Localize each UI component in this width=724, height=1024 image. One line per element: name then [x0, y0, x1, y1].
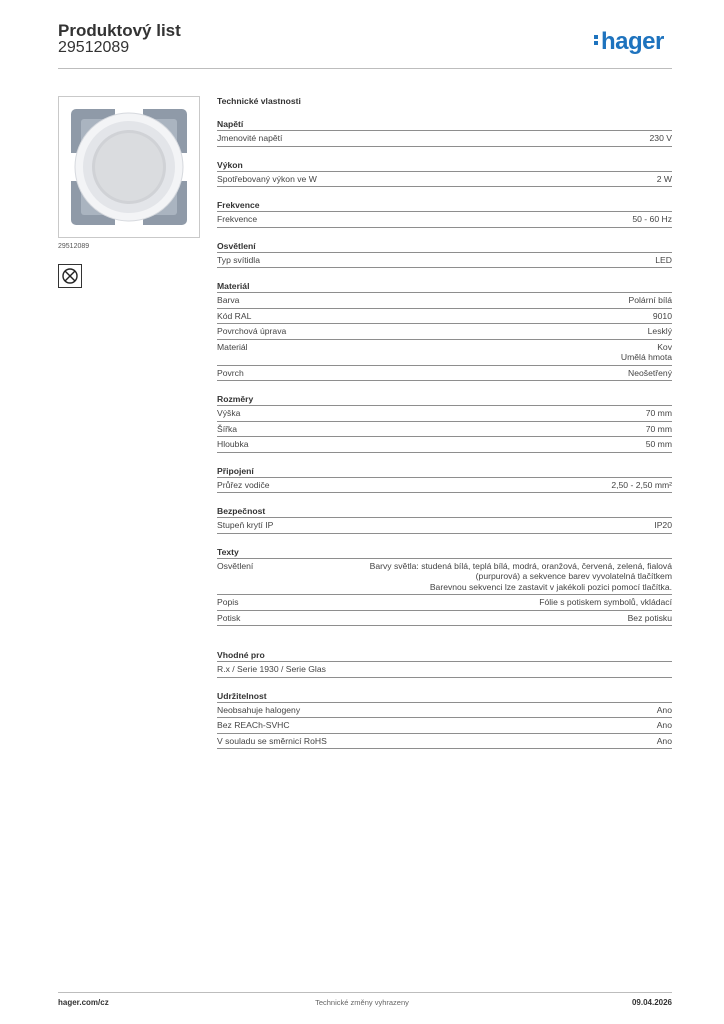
spec-value: [655, 255, 672, 266]
product-image: [58, 96, 200, 238]
spec-value-line: Kov: [657, 341, 672, 352]
spec-group: [217, 281, 672, 381]
spec-label: Povrchová úprava: [217, 326, 287, 336]
spec-label: Potisk: [217, 612, 241, 623]
spec-value-line: 230 V: [649, 133, 672, 143]
spec-value: [657, 174, 672, 185]
footer-date: 09.04.2026: [631, 998, 672, 1007]
spec-label: Stupeň krytí IP: [217, 520, 274, 530]
spec-label: Barva: [217, 295, 240, 305]
spec-group: [217, 547, 672, 627]
spec-row: [217, 405, 672, 421]
spec-group: [217, 691, 672, 750]
spec-value: [646, 439, 672, 450]
spec-value-line: Ano: [656, 735, 672, 746]
spec-value-line: (purpurová) a sekvence barev vyvolatelná tlačítkem: [475, 571, 672, 581]
spec-row: [217, 610, 672, 627]
spec-label: Bez REACh-SVHC: [217, 720, 290, 730]
spec-value-line: 70 mm: [645, 423, 672, 434]
spec-row: [217, 517, 672, 534]
spec-label: Neobsahuje halogeny: [217, 704, 301, 715]
spec-value: [611, 480, 672, 491]
spec-group-heading: Udržitelnost: [217, 690, 267, 701]
header-divider: [58, 68, 672, 69]
spec-label: Osvětlení: [217, 560, 254, 571]
spec-value-line: Bez potisku: [627, 612, 672, 623]
spec-value: [653, 311, 672, 322]
spec-value-line: Ano: [656, 704, 672, 715]
spec-group: [217, 394, 672, 453]
spec-row: [217, 717, 672, 733]
spec-value: [628, 613, 672, 624]
footer-divider: [58, 992, 672, 993]
spec-group: [217, 506, 672, 534]
spec-group-heading: Vhodné pro: [217, 650, 265, 660]
spec-value: [539, 597, 672, 608]
spec-row: [217, 308, 672, 324]
footer-website-link[interactable]: hager.com/cz: [58, 998, 109, 1007]
product-number: 29512089: [58, 39, 130, 56]
spec-group-heading: Výkon: [217, 159, 243, 170]
spec-value-line: Neošetřený: [628, 367, 672, 378]
spec-row: [217, 252, 672, 269]
spec-value-line: Ano: [656, 720, 672, 730]
spec-group-heading: Materiál: [217, 281, 250, 291]
spec-value: [370, 561, 672, 593]
hager-logo: [594, 30, 664, 54]
spec-value-line: Umělá hmota: [620, 352, 672, 362]
spec-value-line: Polární bílá: [628, 295, 672, 305]
spec-label: Hloubka: [217, 439, 249, 449]
logo-text: hager: [601, 28, 664, 55]
spec-group: [217, 160, 672, 188]
logo-dots-icon: [594, 33, 599, 47]
spec-value-line: 9010: [652, 310, 672, 321]
spec-value-line: 2 W: [656, 173, 672, 184]
spec-groups: [217, 119, 672, 749]
spec-group-heading: Osvětlení: [217, 240, 256, 251]
spec-value: [629, 295, 672, 306]
spec-row: [217, 477, 672, 494]
spec-value-line: Barevnou sekvenci lze zastavit v jakékoli pozici pomocí tlačítka.: [429, 581, 672, 592]
spec-value: [632, 214, 672, 225]
spec-value-line: LED: [655, 254, 672, 265]
spec-value: [657, 736, 672, 747]
spec-row: [217, 594, 672, 610]
spec-row: [217, 292, 672, 308]
spec-group-heading: Připojení: [217, 465, 254, 476]
spec-value: [621, 342, 672, 363]
spec-row: [217, 171, 672, 188]
spec-group-heading: Bezpečnost: [217, 506, 266, 516]
spec-row: [217, 436, 672, 453]
spec-value: [657, 705, 672, 716]
spec-label: Popis: [217, 597, 239, 607]
spec-value: [646, 424, 672, 435]
spec-label: Povrch: [217, 367, 244, 378]
image-caption: 29512089: [58, 243, 90, 250]
spec-row: [217, 211, 672, 228]
spec-label: Šířka: [217, 423, 238, 434]
footer-notice: Technické změny vyhrazeny: [315, 998, 409, 1007]
spec-value-line: 50 - 60 Hz: [632, 214, 672, 224]
spec-value: [646, 408, 672, 419]
spec-row: [217, 558, 672, 595]
spec-value: [628, 368, 672, 379]
spec-group-heading: Rozměry: [217, 394, 254, 404]
spec-label: Materiál: [217, 341, 248, 352]
spec-row: [217, 702, 672, 718]
spec-value: [657, 720, 672, 731]
page-title: Produktový list: [58, 21, 181, 40]
spec-label: Průřez vodiče: [217, 479, 270, 490]
spec-value-line: 2,50 - 2,50 mm²: [611, 479, 672, 490]
spec-label: Kód RAL: [217, 310, 252, 321]
technical-specs: [217, 95, 672, 762]
spec-value: [654, 520, 672, 531]
spec-value: [648, 326, 672, 337]
spec-label: Frekvence: [217, 214, 258, 224]
spec-row: [217, 339, 672, 365]
spec-group-heading: Texty: [217, 546, 239, 557]
spec-group-heading: Frekvence: [217, 200, 260, 210]
spec-group: [217, 650, 672, 678]
spec-label: R.x / Serie 1930 / Serie Glas: [217, 664, 326, 674]
spec-row: [217, 323, 672, 339]
spec-label: Typ svítidla: [217, 254, 260, 265]
spec-group: [217, 200, 672, 228]
spec-group: [217, 466, 672, 494]
spec-label: Spotřebovaný výkon ve W: [217, 173, 317, 184]
spec-label: V souladu se směrnicí RoHS: [217, 735, 327, 746]
spec-value-line: 70 mm: [645, 408, 672, 418]
spec-value-line: IP20: [654, 520, 672, 530]
spec-value: [650, 133, 672, 144]
spec-value-line: Barvy světla: studená bílá, teplá bílá, modrá, oranžová, červená, zelená, fialová: [369, 560, 672, 571]
lamp-cross-icon: [58, 264, 82, 288]
spec-group-heading: Napětí: [217, 119, 244, 129]
product-photo-drawing: [59, 97, 199, 237]
spec-row: [217, 130, 672, 147]
spec-row: [217, 365, 672, 382]
spec-value-line: Fólie s potiskem symbolů, vkládací: [539, 597, 672, 607]
specs-title: Technické vlastnosti: [217, 96, 301, 106]
spec-row: [217, 733, 672, 750]
spec-group: [217, 241, 672, 269]
spec-label: Výška: [217, 408, 241, 418]
spec-value-line: 50 mm: [645, 439, 672, 449]
spec-row: [217, 421, 672, 437]
spec-row: [217, 661, 672, 678]
spec-group: [217, 119, 672, 147]
spec-label: Jmenovité napětí: [217, 133, 283, 143]
spec-value-line: Lesklý: [647, 326, 672, 336]
